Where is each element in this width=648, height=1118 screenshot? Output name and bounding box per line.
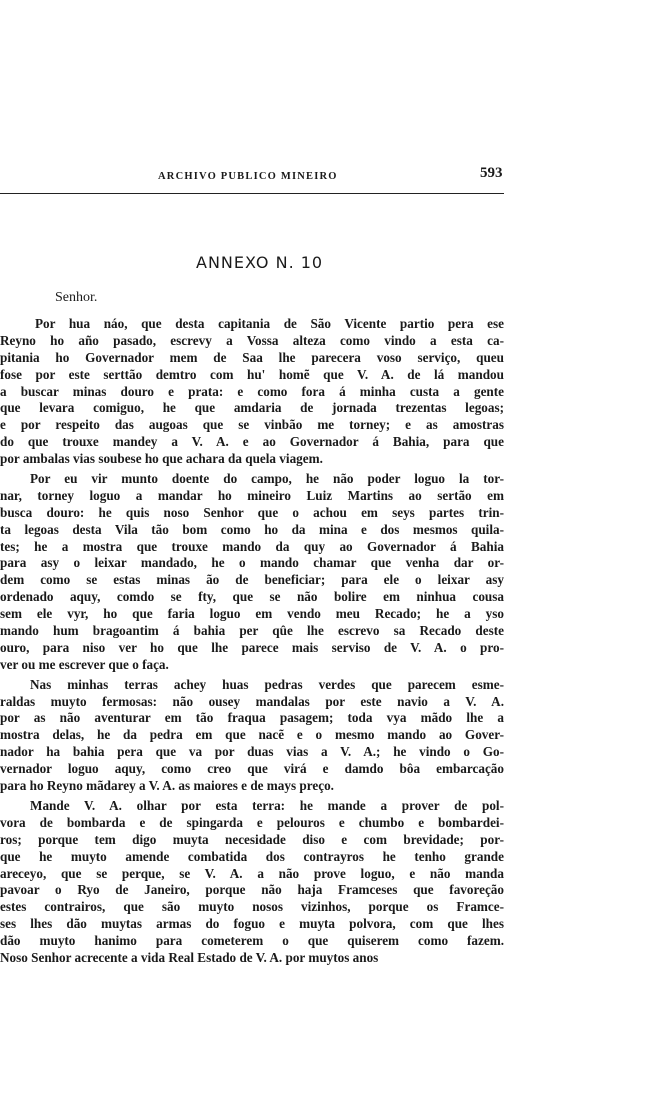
text-line: que he muyto amende combatida dos contrayros he tenho grande [0, 848, 504, 864]
text-line: vora de bombarda e de spingarda e pelouros e chumbo e bombardei- [0, 814, 504, 830]
text-line: para ho Reyno mãdarey a V. A. as maiores e de mays preço. [0, 778, 334, 794]
text-line: ta legoas desta Vila tão bom como ho da mina e dos mesmos quila- [0, 521, 504, 537]
text-line: ordenado aquy, comdo se fty, que se não bolire em ninhua cousa [0, 589, 504, 605]
text-line: Noso Senhor acrecente a vida Real Estado de V. A. por muytos anos [0, 949, 379, 965]
text-line: nador ha bahia pera que va por duas vias a V. A.; he vindo o Go- [0, 744, 504, 760]
text-line: ros; porque tem digo muyta necesidade diso e com brevidade; por- [0, 831, 504, 847]
text-line: ouro, para niso ver ho que lhe parece mais serviso de V. A. o pro- [0, 639, 504, 655]
running-title: ARCHIVO PUBLICO MINEIRO [158, 171, 338, 182]
text-line: areceyo, que se perque, se V. A. a não prove loguo, e não manda [0, 865, 504, 881]
text-line: que levara comiguo, he que amdaria de jornada trezentas legoas; [0, 400, 504, 416]
text-line: dão muyto hanimo para cometerem o que quiserem como fazem. [0, 933, 504, 949]
text-line: fose por este serttão demtro com hu' homẽ que V. A. de lá mandou [0, 366, 504, 382]
text-line: ses lhes dão muytas armas do foguo e muyta polvora, com que lhes [0, 916, 504, 932]
text-line: vernador loguo aquy, como creo que virá e damdo bôa embarcação [0, 761, 504, 777]
salutation: Senhor. [55, 290, 98, 305]
text-line: busca douro: he quis noso Senhor que o achou em seys partes trin- [0, 504, 504, 520]
text-line: nar, torney loguo a mandar ho mineiro Luiz Martins ao sertão em [0, 487, 504, 503]
text-line: pitania ho Governador mem de Saa lhe parecera voso serviço, queu [0, 349, 504, 365]
text-line: sem ele vyr, ho que faria loguo em vendo meu Recado; he a yso [0, 606, 504, 622]
text-line: dem como se estas minas ão de beneficiar; para ele o leixar asy [0, 572, 504, 588]
text-line: por ambalas vias soubese ho que achara da quela viagem. [0, 451, 323, 467]
page-number: 593 [480, 165, 503, 181]
text-line: ver ou me escrever que o faça. [0, 656, 169, 672]
annex-heading: ANNEXO N. 10 [196, 253, 324, 272]
paragraph [0, 316, 504, 468]
text-line: Por eu vir munto doente do campo, he não poder loguo la tor- [30, 471, 504, 487]
header-rule [0, 193, 504, 194]
text-line: raldas muyto fermosas: não ousey mandalas por este navio a V. A. [0, 693, 504, 709]
text-line: e por respeito das augoas que se vinbão me torney; e as amostras [0, 417, 504, 433]
text-line: a buscar minas douro e prata: e como fora á minha custa a gente [0, 383, 504, 399]
text-line: por as não aventurar em tão fraqua pasagem; toda vya mãdo lhe a [0, 710, 504, 726]
text-line: mando hum bragoantim á bahia per qûe lhe escrevo sa Recado deste [0, 623, 504, 639]
paragraph [0, 677, 504, 795]
text-line: estes contrairos, que são muyto nosos vizinhos, porque os Framce- [0, 899, 504, 915]
running-header [0, 165, 648, 189]
text-line: tes; he a mostra que trouxe mando da quy ao Governador á Bahia [0, 538, 504, 554]
text-line: do que trouxe mandey a V. A. e ao Governador á Bahia, para que [0, 434, 504, 450]
text-line: Por hua náo, que desta capitania de São Vicente partio pera ese [35, 316, 504, 331]
paragraph [0, 471, 504, 674]
letter-body [0, 316, 504, 970]
text-line: mostra delas, he da pedra em que nacẽ e o mesmo mando ao Gover- [0, 727, 504, 743]
text-line: para asy o leixar mandado, he o mando chamar que venha dar or- [0, 555, 504, 571]
text-line: Reyno ho año pasado, escrevy a Vossa alteza como vindo a esta ca- [0, 332, 504, 348]
paragraph [0, 798, 504, 967]
text-line: Mande V. A. olhar por esta terra: he mande a prover de pol- [30, 797, 504, 813]
text-line: pavoar o Ryo de Janeiro, porque não haja Framceses que favoreção [0, 882, 504, 898]
text-line: Nas minhas terras achey huas pedras verdes que parecem esme- [30, 676, 504, 692]
